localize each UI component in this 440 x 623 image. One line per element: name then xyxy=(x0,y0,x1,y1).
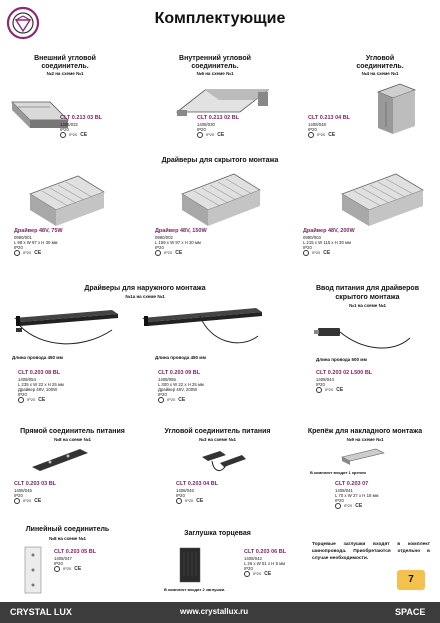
power-input-title: Ввод питания для драйверов xyxy=(315,285,420,292)
ip-rating-icon xyxy=(197,132,203,138)
ce-mark-icon: CE xyxy=(336,387,344,393)
driver-75w-art: 0990/001 xyxy=(14,235,32,240)
surface-drivers-scheme: №1а на схеме №1 xyxy=(125,294,165,299)
surface-mount-bracket-code: CLT 0.203 07 xyxy=(335,481,369,487)
ce-mark-icon: CE xyxy=(323,250,331,256)
linear-connector-ip: IP20 xyxy=(54,561,63,566)
footer-bar xyxy=(0,602,440,623)
end-cap-dims: L 26 x W 51 x H 5 мм xyxy=(244,561,286,566)
connector-2-title: Внутренний угловой xyxy=(179,55,251,62)
driver-75w-dims: L 98 x W 97 x H 30 мм xyxy=(14,240,58,245)
driver-200w-art: 0990/003 xyxy=(303,235,321,240)
straight-power-connector-scheme: №8 на схеме №1 xyxy=(53,437,92,442)
ce-mark-icon: CE xyxy=(178,397,186,403)
ce-mark-icon: CE xyxy=(217,132,225,138)
ip-rating-icon xyxy=(176,498,182,504)
connector-2-code: CLT 0.213 02 BL xyxy=(197,115,240,121)
linear-connector-scheme: №8 на схеме №1 xyxy=(48,536,87,541)
end-cap-title: Заглушка торцевая xyxy=(184,530,251,537)
ip-rating-icon xyxy=(18,397,24,403)
surface-mount-bracket-ip: IP20 xyxy=(335,498,344,503)
driver-150w-art: 0990/002 xyxy=(155,235,173,240)
corner-power-connector-scheme: №3 на схеме №1 xyxy=(198,437,237,442)
driver-75w-ip: IP20 xyxy=(14,245,23,250)
connector-3-title: Угловой xyxy=(365,55,395,62)
ce-mark-icon: CE xyxy=(264,571,272,577)
ip-rating-icon xyxy=(54,566,60,572)
driver-200w-dims: L 215 x W 115 x H 30 мм xyxy=(303,240,351,245)
end-cap-kit-note: В комплект входит 2 заглушки. xyxy=(164,587,226,592)
driver-150w-dims: L 159 x W 97 x H 30 мм xyxy=(155,240,201,245)
connector-3-ip: IP20 xyxy=(308,127,317,132)
surface-mount-bracket-kit-note: В комплект входит 1 крепеж xyxy=(310,470,366,475)
connector-1-scheme: №2 на схеме №1 xyxy=(46,71,84,76)
surface-driver-200w-ip: IP20 xyxy=(158,392,167,397)
ce-mark-icon: CE xyxy=(196,498,204,504)
surface-driver-200w-image xyxy=(140,306,265,351)
ce-mark-icon: CE xyxy=(74,566,82,572)
surface-driver-200w-code: CLT 0.203 09 BL xyxy=(158,370,201,376)
page-title: Комплектующие xyxy=(154,10,286,27)
surface-mount-bracket-image xyxy=(338,447,388,467)
connector-1-art: 1408/032 xyxy=(60,122,78,127)
linear-connector-art: 1408/047 xyxy=(54,556,72,561)
ce-mark-icon: CE xyxy=(34,250,42,256)
end-cap-image xyxy=(178,546,202,584)
surface-driver-200w-art: 1408/055 xyxy=(158,377,176,382)
surface-mount-bracket-art: 1408/041 xyxy=(335,488,353,493)
internal-corner-connector-image xyxy=(175,82,270,117)
surface-driver-100w-code: CLT 0.203 08 BL xyxy=(18,370,61,376)
ce-mark-icon: CE xyxy=(34,498,42,504)
surface-mount-bracket-scheme: №9 на схеме №1 xyxy=(346,437,384,442)
ce-mark-icon: CE xyxy=(175,250,183,256)
ce-mark-icon: CE xyxy=(355,503,363,509)
surface-driver-100w-wire: Длина провода 450 мм xyxy=(12,355,63,360)
footer-series: SPACE xyxy=(395,607,426,617)
corner-power-connector-title: Угловой соединитель питания xyxy=(164,428,271,435)
ip-rating-icon xyxy=(60,132,66,138)
end-cap-code: CLT 0.203 06 BL xyxy=(244,549,287,555)
connector-1-title: Внешний угловой xyxy=(34,55,96,62)
end-cap-info-note: Торцевые заглушки входят в комплект шинопровода. Приобретаются отдельно в случае необходимости. xyxy=(312,542,430,561)
end-cap-ip: IP20 xyxy=(244,566,253,571)
surface-drivers-title: Драйверы для наружного монтажа xyxy=(84,285,206,292)
surface-mount-bracket-title: Крепёж для накладного монтажа xyxy=(307,428,423,435)
surface-driver-200w-type: Драйвер 48V, 200W xyxy=(158,387,198,392)
ce-mark-icon: CE xyxy=(80,132,88,138)
connector-2-art: 1408/030 xyxy=(197,122,215,127)
ip-rating-icon xyxy=(335,503,341,509)
ip-rating-icon xyxy=(303,250,309,256)
power-input-image xyxy=(312,314,412,354)
surface-driver-200w-wire: Длина провода 450 мм xyxy=(155,355,206,360)
driver-150w-name: Драйвер 48V, 150W xyxy=(155,228,207,234)
straight-power-connector-code: CLT 0.203 03 BL xyxy=(14,481,57,487)
power-input-ip: IP20 xyxy=(316,382,325,387)
power-input-scheme: №1 на схеме №1 xyxy=(348,303,387,308)
driver-150w-ip: IP20 xyxy=(155,245,164,250)
surface-mount-bracket-dims: L 70 x W 27 x H 18 мм xyxy=(335,493,379,498)
driver-200w-image xyxy=(340,170,425,228)
ce-mark-icon: CE xyxy=(38,397,46,403)
straight-power-connector-title: Прямой соединитель питания xyxy=(20,428,125,435)
surface-driver-100w-image xyxy=(12,308,122,350)
driver-200w-ip: IP20 xyxy=(303,245,312,250)
driver-200w-name: Драйвер 48V, 200W xyxy=(303,228,355,234)
ip-rating-icon xyxy=(158,397,164,403)
connector-1-ip: IP20 xyxy=(60,127,69,132)
footer-brand: CRYSTAL LUX xyxy=(10,607,72,617)
connector-1-code: CLT 0.213 03 BL xyxy=(60,115,103,121)
surface-driver-100w-ip: IP20 xyxy=(18,392,27,397)
connector-2-scheme: №6 на схеме №1 xyxy=(196,71,234,76)
corner-power-connector-art: 1408/046 xyxy=(176,488,194,493)
linear-connector-title: Линейный соединитель xyxy=(25,526,110,533)
surface-driver-100w-art: 1408/054 xyxy=(18,377,36,382)
ip-rating-icon xyxy=(316,387,322,393)
driver-75w-image xyxy=(28,172,106,228)
connector-1-title2: соединитель. xyxy=(41,63,89,70)
surface-driver-200w-dims: L 300 x W 22 x H 25 мм xyxy=(158,382,204,387)
linear-connector-code: CLT 0.203 05 BL xyxy=(54,549,97,555)
corner-power-connector-image xyxy=(198,447,248,479)
end-cap-art: 1408/042 xyxy=(244,556,262,561)
straight-power-connector-art: 1408/045 xyxy=(14,488,32,493)
driver-75w-name: Драйвер 48V, 75W xyxy=(14,228,63,234)
linear-connector-image xyxy=(22,545,44,595)
surface-driver-100w-dims: L 235 x W 22 x H 25 мм xyxy=(18,382,64,387)
driver-150w-image xyxy=(180,170,262,228)
straight-power-connector-ip: IP20 xyxy=(14,493,23,498)
ip-rating-icon xyxy=(308,132,314,138)
corner-power-connector-code: CLT 0.203 04 BL xyxy=(176,481,219,487)
ip-rating-icon xyxy=(244,571,250,577)
hidden-drivers-title: Драйверы для скрытого монтажа xyxy=(161,157,279,164)
ce-mark-icon: CE xyxy=(328,132,336,138)
connector-2-title2: соединитель. xyxy=(191,63,239,70)
surface-driver-100w-type: Драйвер 48V, 100W xyxy=(18,387,58,392)
corner-power-connector-ip: IP20 xyxy=(176,493,185,498)
footer-site-link[interactable]: www.crystallux.ru xyxy=(180,607,249,616)
straight-power-connector-image xyxy=(30,447,90,475)
power-input-code: CLT 0.203 02 L500 BL xyxy=(316,370,373,376)
connector-3-scheme: №4 на схеме №1 xyxy=(361,71,399,76)
ip-rating-icon xyxy=(14,250,20,256)
connector-2-ip: IP20 xyxy=(197,127,206,132)
ip-rating-icon xyxy=(14,498,20,504)
power-input-title2: скрытого монтажа xyxy=(335,294,400,301)
power-input-wire: Длина провода 500 мм xyxy=(316,357,367,362)
connector-3-code: CLT 0.213 04 BL xyxy=(308,115,351,121)
power-input-art: 1408/044 xyxy=(316,377,334,382)
cert-marks: IP20 CE xyxy=(60,132,130,138)
page-number: 7 xyxy=(397,570,425,590)
connector-3-title2: соединитель. xyxy=(356,63,404,70)
connector-3-art: 1408/048 xyxy=(308,122,326,127)
ip-rating-icon xyxy=(155,250,161,256)
